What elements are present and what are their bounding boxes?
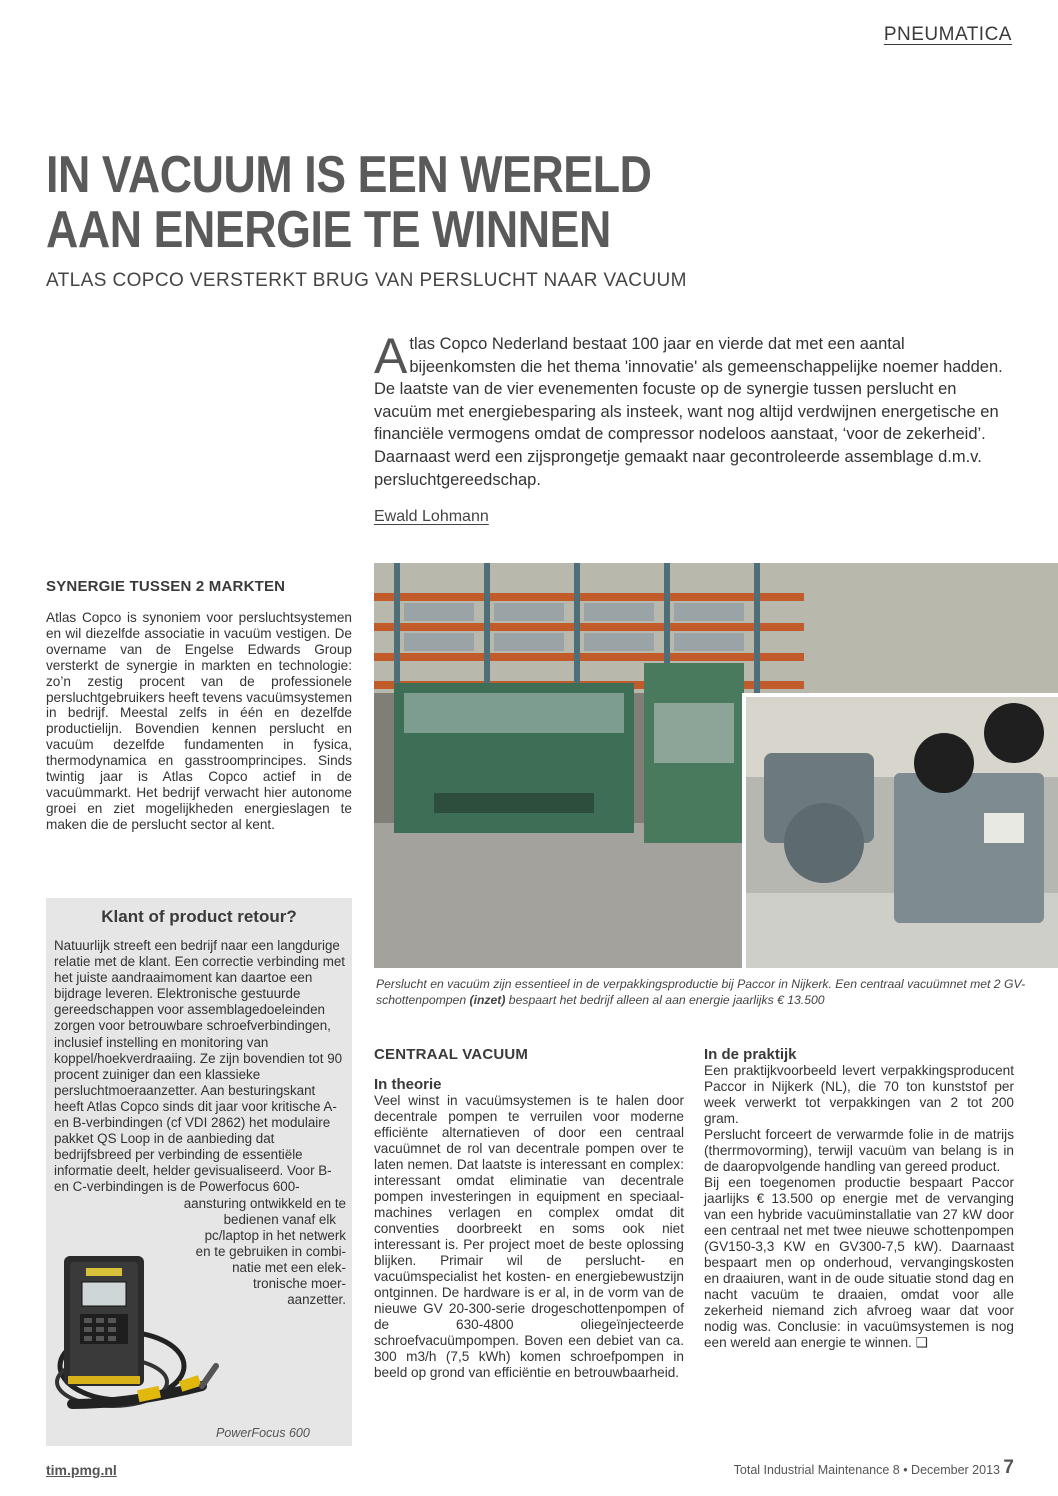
middle-subheading: In theorie xyxy=(374,1076,442,1093)
sidebar-tail-line: pc/laptop in het netwerk xyxy=(204,1227,346,1243)
sidebar-tail-line: en te gebruiken in combi- xyxy=(195,1243,346,1259)
factory-photo xyxy=(374,563,1058,968)
middle-heading: CENTRAAL VACUUM xyxy=(374,1046,529,1063)
middle-body: Veel winst in vacuümsystemen is te halen door decentrale pompen te verruilen voor moderne efficiënte alternatieven of door een centraal vacuümnet de rol van decentrale pompen over te laten nemen. Dat laatste is interessant en complex: interessant omdat eliminatie van decentrale pompen investeringen in equipment en speciaal-machines verlagen en complex omdat dit conventies doorbreekt en soms ook niet interessant is. Per project moet de beste oplossing blijken. Primair wil de perslucht- en vacuümspecialist het kosten- en energiebewustzijn ontginnen. De hardware is er al, in de vorm van de nieuwe GV 20-300-serie drogeschottenpompen of de 630-4800 oliegeïnjecteerde schroefvacuümpompen. Boven een debiet van ca. 300 m3/h (7,5 kWh) komen schroefpompen in beeld op grond van efficiëntie en betrouwbaarheid. xyxy=(374,1093,684,1380)
footer-publication: Total Industrial Maintenance 8 • December 2013 xyxy=(733,1463,1000,1477)
article-title xyxy=(46,148,700,258)
photo-caption xyxy=(376,976,1046,1008)
photo-caption-bold: (inzet) xyxy=(469,993,506,1007)
sidebar-text: Natuurlijk streeft een bedrijf naar een langdurige relatie met de klant. Een correctie verbinding met het juiste aandraaimoment kan daartoe een bijdrage leveren. Elektronische gestuurde gereedschappen voor assemblagedoeleinden zorgen voor betrouwbare schroefverbindingen, inclusief instelling en monitoring van koppel/hoekverdraaiing. Ze zijn bovendien tot 90 procent zuiniger dan een klassieke persluchtmoeraanzetter. Aan besturingskant heeft Atlas Copco sinds dit jaar voor kritische A- en B-verbindingen (cf VDI 2862) het modulaire pakket QS Loop in de aanbieding dat bedrijfsbreed per verbinding de essentiële informatie deelt, helder gevisualiseerd. Voor B- en C-verbindingen is de Powerfocus 600- xyxy=(54,938,346,1195)
factory-photo-graphic xyxy=(374,563,1058,968)
right-subheading: In de praktijk xyxy=(704,1046,797,1063)
end-mark-icon: ❑ xyxy=(915,1335,928,1350)
right-para-3-text: Bij een toegenomen productie bespaart Paccor jaarlijks € 13.500 op energie met de vervanging van een hybride vacuüminstallatie van 27 kW door een centraal net met twee nieuwe schottenpompen (GV150-3,3 KW en GV300-7,5 kW). Daarnaast bespaart men op onderhoud, vervangingskosten en draaiuren, want in de oude situatie stond dag en nacht vacuüm te draaien, omdat voor alle zekerheid niemand zich afvroeg waar dat voor nodig was. Conclusie: in vacuümsystemen is nog een wereld aan energie te winnen. xyxy=(704,1175,1014,1350)
lead-paragraph xyxy=(374,328,1014,491)
sidebar-tail-line: natie met een elek- xyxy=(232,1259,346,1275)
sidebar-body xyxy=(54,938,346,1308)
right-column xyxy=(704,1046,1014,1351)
powerfocus-device-image xyxy=(52,1254,220,1424)
left-column xyxy=(46,578,352,833)
author-link[interactable]: Ewald Lohmann xyxy=(374,508,489,525)
left-body: Atlas Copco is synoniem voor persluchtsystemen en wil diezelfde associatie in vacuüm vestigen. De overname van de Engelse Edwards Group versterkt de synergie in markten en technologie: zo’n zestig procent van de professionele persluchtgebruikers heeft tevens vacuümsystemen in bedrijf. Meestal zelfs in één en dezelfde productielijn. Bovendien kennen perslucht en vacuüm dezelfde fundamenten in fysica, thermodynamica en gasstroomprincipes. Sinds twintig jaar is Atlas Copco actief in de vacuümmarkt. Het bedrijf verwacht hier autonome groei en ziet mogelijkheden energieslagen te maken die de perslucht sector al kent. xyxy=(46,610,353,832)
lead-text: tlas Copco Nederland bestaat 100 jaar en vierde dat met een aantal bijeenkomsten die het thema 'innovatie' als gemeenschappelijke noemer hadden. De laatste van de vier evenementen focuste op de synergie tussen perslucht en vacuüm met energiebesparing als insteek, want nog altijd verdwijnen energetische en financiële vermogens omdat de compressor nodeloos aanstaat, ‘voor de zekerheid’. Daarnaast werd een zijsprongetje gemaakt naar gecontroleerde assemblage d.m.v. persluchtgereedschap. xyxy=(374,335,1003,489)
sidebar-tail-line: bedienen vanaf elk xyxy=(223,1211,336,1227)
photo-caption-text-end: bespaart het bedrijf alleen al aan energie jaarlijks € 13.500 xyxy=(505,993,825,1007)
sidebar-title: Klant of product retour? xyxy=(101,907,297,926)
title-line-1: IN VACUUM IS EEN WERELD xyxy=(46,146,652,204)
left-heading: SYNERGIE TUSSEN 2 MARKTEN xyxy=(46,578,286,595)
photo-caption-text: Perslucht en vacuüm zijn essentieel in de verpakkingsproductie bij Paccor in Nijkerk. Een centraal vacuümnet met 2 GV-schottenpompen xyxy=(376,977,1026,1007)
right-para-2: Perslucht forceert de verwarmde folie in de matrijs (therrmovorming), terwijl vacuüm van belang is in de daaropvolgende handling van gereed product. xyxy=(704,1127,1014,1174)
article-subtitle: ATLAS COPCO VERSTERKT BRUG VAN PERSLUCHT NAAR VACUUM xyxy=(46,270,687,291)
powerfocus-caption: PowerFocus 600 xyxy=(216,1426,310,1440)
right-para-3 xyxy=(704,1175,1014,1351)
sidebar-tail-line: aansturing ontwikkeld en te xyxy=(183,1195,346,1211)
sidebar-tail-line: tronische moer- xyxy=(252,1275,346,1291)
page-number: 7 xyxy=(1003,1457,1014,1478)
title-line-2: AAN ENERGIE TE WINNEN xyxy=(46,201,611,259)
sidebar-tail-line: aanzetter. xyxy=(287,1292,346,1308)
sidebar-box xyxy=(46,898,352,1446)
drop-cap: A xyxy=(374,328,408,384)
middle-column xyxy=(374,1046,684,1381)
right-para-1: Een praktijkvoorbeeld levert verpakkingsproducent Paccor in Nijkerk (NL), die 70 ton kunststof per week verwerkt tot verpakkingen van 2 tot 200 gram. xyxy=(704,1063,1014,1126)
footer-url-link[interactable]: tim.pmg.nl xyxy=(46,1462,117,1478)
section-tag: PNEUMATICA xyxy=(883,24,1012,45)
